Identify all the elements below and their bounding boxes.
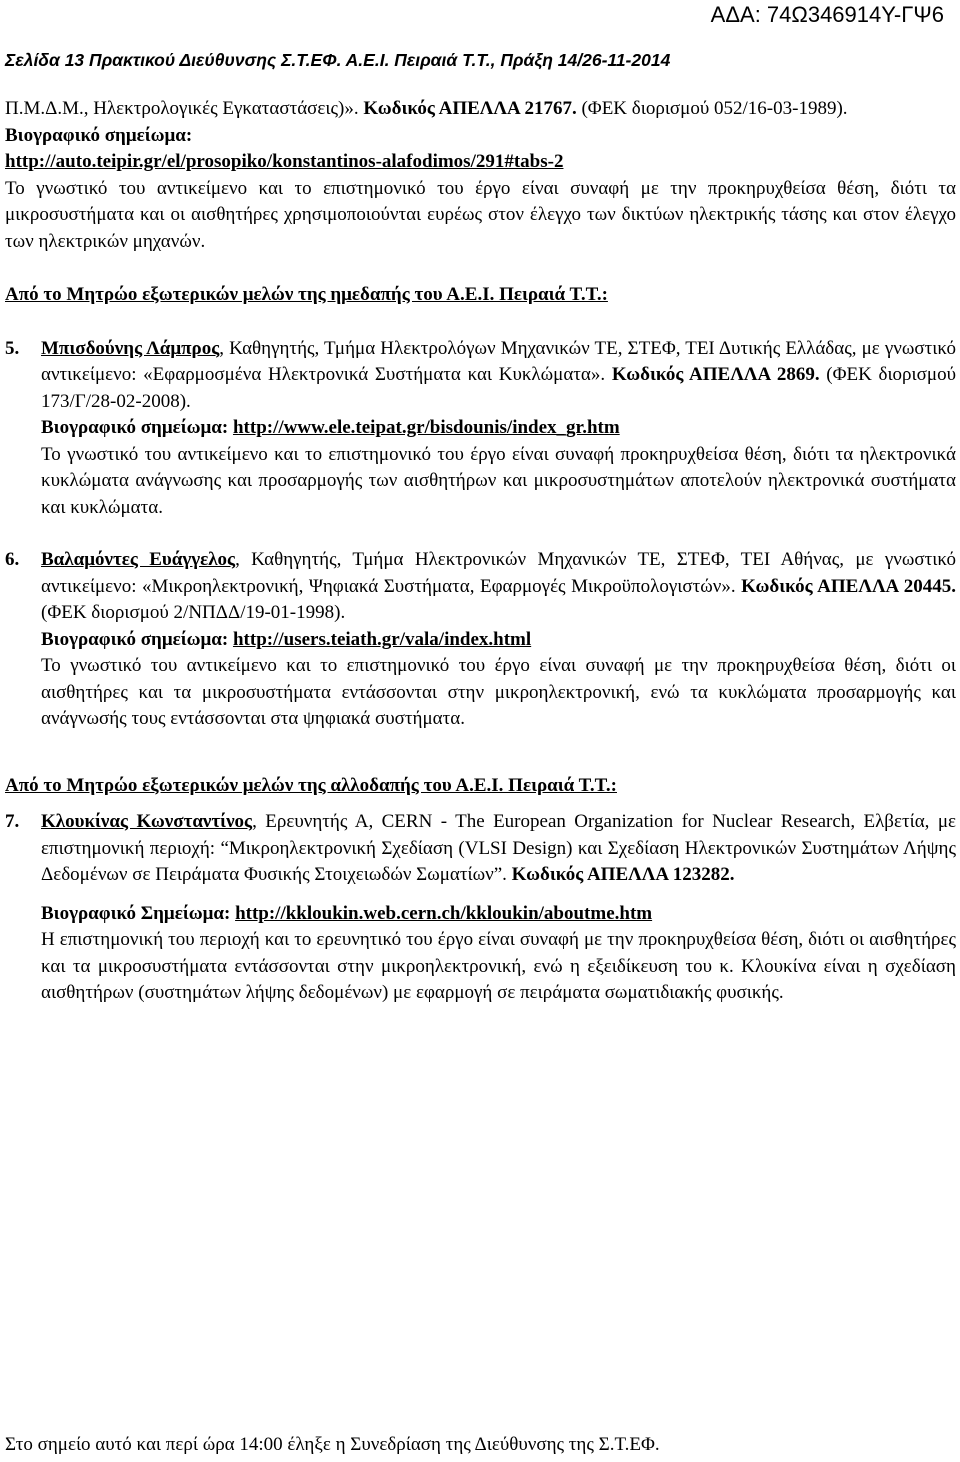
bio-label: Βιογραφικό σημείωμα:: [5, 124, 193, 146]
continued-entry: [5, 96, 956, 255]
continued-entry-text: [5, 96, 956, 123]
member-details: , Καθηγητής, Τμήμα Ηλεκτρολόγων Μηχανικών ΤΕ, ΣΤΕΦ, ΤΕΙ Δυτικής Ελλάδας, με γνωστικό αντικείμενο: «Εφαρμοσμένα Ηλεκτρονικά Συστήματα και Κυκλώματα».: [41, 337, 957, 385]
bio-label: Βιογραφικό σημείωμα:: [41, 417, 233, 438]
bio-label: Βιογραφικό σημείωμα:: [41, 628, 233, 650]
item-content: [41, 547, 956, 733]
item-content: [41, 336, 956, 522]
item-number: 5.: [5, 337, 20, 359]
bio-line: [5, 123, 956, 150]
fek-reference: (ΦΕΚ διορισμού 173/Γ/28-02-2008).: [41, 364, 956, 412]
list-item: [5, 547, 956, 733]
member-details: , Καθηγητής, Τμήμα Ηλεκτρονικών Μηχανικών ΤΕ, ΣΤΕΦ, ΤΕΙ Αθήνας, με γνωστικό αντικείμενο: «Μικροηλεκτρονική, Ψηφιακά Συστήματα, Εφαρμογές Μικροϋπολογιστών».: [41, 549, 956, 597]
relevance-text: Το γνωστικό του αντικείμενο και το επιστημονικό του έργο είναι συναφή με την προκηρυχθείσα θέση, διότι τα μικροσυστήματα και οι αισθητήρες χρησιμοποιούνται ευρέως στον έλεγχο των δικτύων ηλεκτρικής τάσης και στον έλεγχο των ηλεκτρικών μηχανών.: [5, 177, 956, 252]
item-number: 7.: [5, 811, 20, 832]
entry-affiliation: Π.Μ.Δ.Μ., Ηλεκτρολογικές Εγκαταστάσεις)».: [5, 98, 364, 119]
member-details: , Ερευνητής Α, CERN - The European Organization for Nuclear Research, Ελβετία, με επιστημονική περιοχή: “Μικροηλεκτρονική Σχεδίαση (VLSI Design) και Σχεδίαση Ηλεκτρονικών Συστημάτων Λήψης Δεδομένων σε Πειράματα Φυσικής Στοιχειωδών Σωματίων”.: [41, 811, 956, 885]
bio-link[interactable]: http://users.teiath.gr/vala/index.html: [232, 628, 532, 650]
bio-url-line: [5, 149, 956, 176]
relevance-text: Η επιστημονική του περιοχή και το ερευνητικό του έργο είναι συναφή με την προκηρυχθείσα θέση, διότι οι αισθητήρες και τα μικροσυστήματα εντάσσονται στην μικροηλεκτρονική, ενώ η εξειδίκευση του κ. Κλουκίνα είναι η σχεδίαση αισθητήρων (συστημάτων λήψης δεδομένων) με εφαρμογή σε πειράματα σωματιδιακής φυσικής.: [41, 929, 956, 1003]
list-item: [5, 336, 956, 522]
bio-link[interactable]: http://www.ele.teipat.gr/bisdounis/index_gr.htm: [232, 417, 620, 438]
relevance-text: Το γνωστικό του αντικείμενο και το επιστημονικό του έργο είναι συναφή προκηρυχθείσα θέση, διότι τα ηλεκτρονικά κυκλώματα ανάγνωσης και προσαρμογής των αισθητήρων και μικροσυστημάτων αποτελούν ηλεκτρονικά συστήματα και κυκλώματα.: [41, 443, 956, 518]
bio-label: Βιογραφικό Σημείωμα:: [41, 902, 236, 924]
list-item: [5, 809, 956, 1007]
ada-code: ΑΔΑ: 74Ω346914Υ-ΓΨ6: [710, 2, 944, 27]
member-name: Κλουκίνας Κωνσταντίνος: [41, 811, 253, 832]
bio-link[interactable]: http://auto.teipir.gr/el/prosopiko/konstantinos-alafodimos/291#tabs-2: [5, 151, 564, 172]
apella-code: Κωδικός ΑΠΕΛΛΑ 2869.: [611, 364, 820, 385]
member-name: Βαλαμόντες Ευάγγελος: [41, 549, 236, 570]
fek-reference: (ΦΕΚ διορισμού 2/ΝΠΔΔ/19-01-1998).: [41, 602, 346, 623]
bio-link[interactable]: http://kkloukin.web.cern.ch/kkloukin/aboutme.htm: [235, 902, 653, 924]
relevance-text: Το γνωστικό του αντικείμενο και το επιστημονικό του έργο είναι συναφή με την προκηρυχθείσα θέση, διότι οι αισθητήρες και τα μικροσυστήματα εντάσσονται στην μικροηλεκτρονική, ενώ τα κυκλώματα προσαρμογής και ανάγνωσής τους εντάσσονται στα ψηφιακά συστήματα.: [41, 655, 956, 729]
member-name: Μπισδούνης Λάμπρος: [41, 337, 220, 359]
document-body: [5, 96, 956, 1007]
apella-code: Κωδικός ΑΠΕΛΛΑ 123282.: [511, 864, 735, 885]
apella-code: Κωδικός ΑΠΕΛΛΑ 21767.: [363, 98, 577, 119]
running-head: Σελίδα 13 Πρακτικού Διεύθυνσης Σ.Τ.ΕΦ. Α.Ε.Ι. Πειραιά Τ.Τ., Πράξη 14/26-11-2014: [5, 50, 671, 70]
fek-reference: (ΦΕΚ διορισμού 052/16-03-1989).: [576, 98, 848, 119]
section-heading-domestic: Από το Μητρώο εξωτερικών μελών της ημεδαπής του Α.Ε.Ι. Πειραιά Τ.Τ.:: [5, 284, 608, 305]
item-content: [41, 809, 956, 1007]
apella-code: Κωδικός ΑΠΕΛΛΑ 20445.: [741, 575, 956, 597]
section-heading-foreign: Από το Μητρώο εξωτερικών μελών της αλλοδαπής του Α.Ε.Ι. Πειραιά Τ.Τ.:: [5, 774, 617, 796]
item-number: 6.: [5, 549, 20, 570]
closing-statement: Στο σημείο αυτό και περί ώρα 14:00 έληξε η Συνεδρίαση της Διεύθυνσης της Σ.Τ.ΕΦ.: [5, 1434, 660, 1455]
